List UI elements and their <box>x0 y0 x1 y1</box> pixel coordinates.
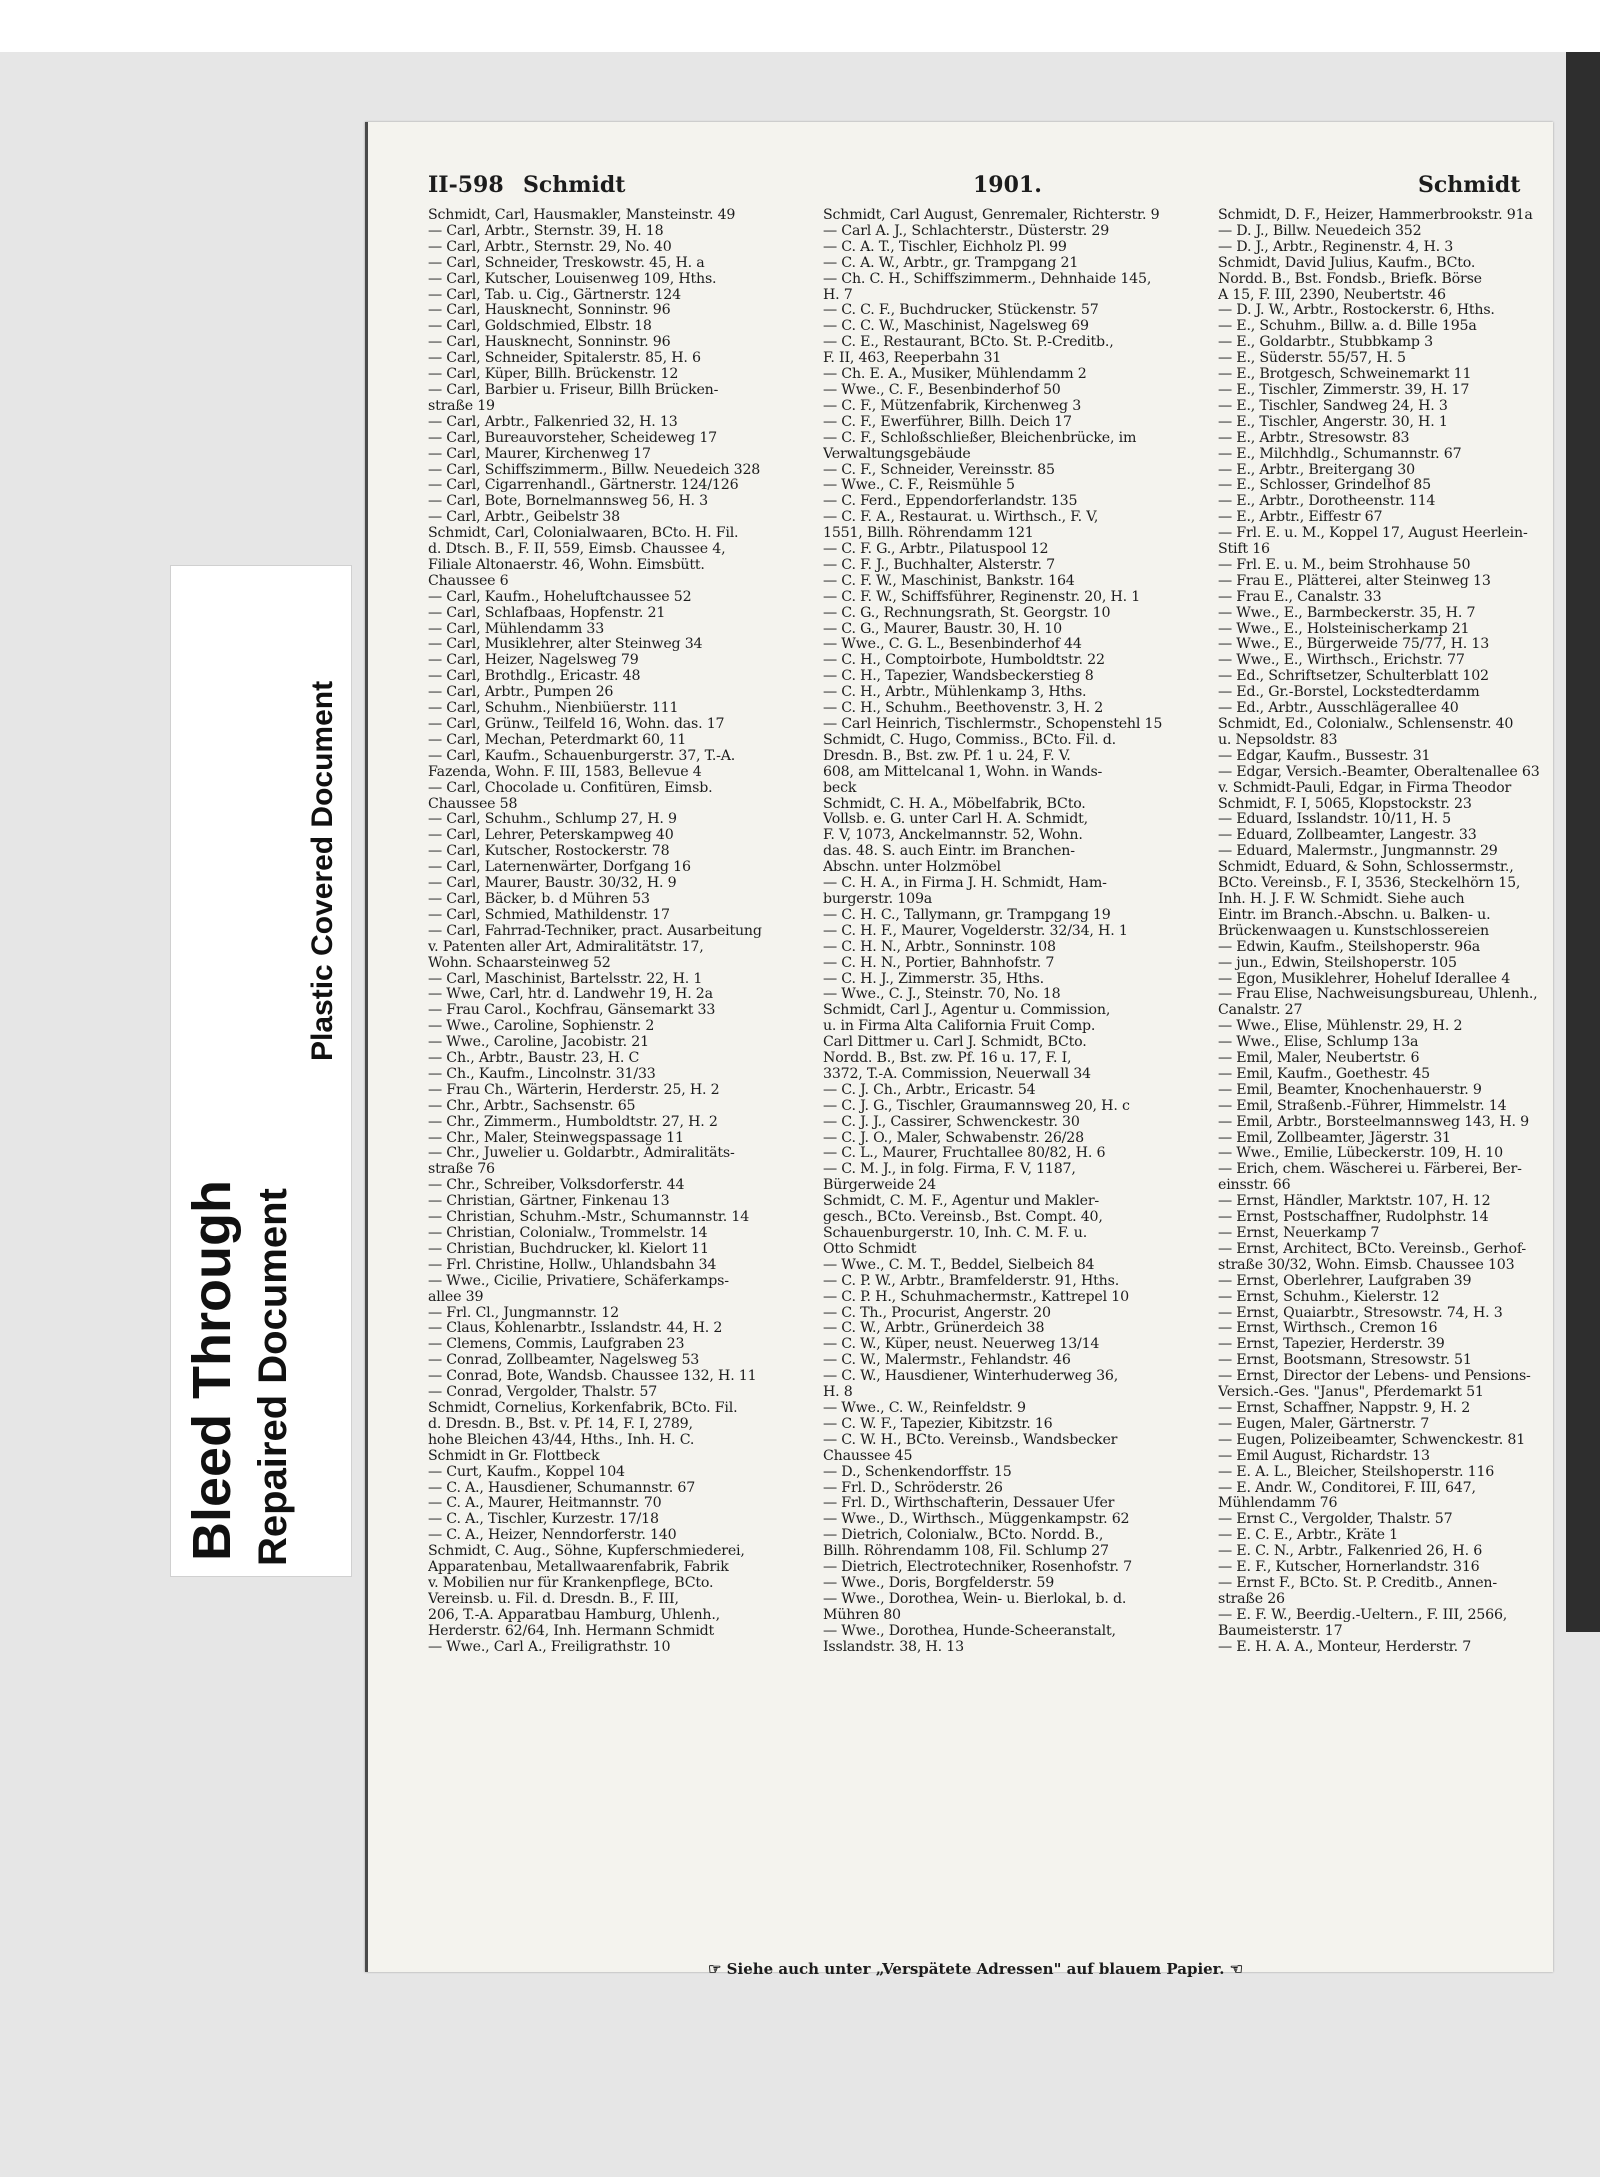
directory-entry-line: einsstr. 66 <box>1218 1178 1291 1194</box>
directory-entry-line: — Christian, Schuhm.-Mstr., Schumannstr. 14 <box>428 1210 750 1226</box>
directory-entry-line: Herderstr. 62/64, Inh. Hermann Schmidt <box>428 1623 715 1639</box>
directory-entry-line: — Carl, Mühlendamm 33 <box>428 621 605 637</box>
directory-entry-line: — E. Andr. W., Conditorei, F. III, 647, <box>1218 1480 1476 1496</box>
directory-entry-line: — Carl, Schlafbaas, Hopfenstr. 21 <box>428 605 666 621</box>
directory-entry-line: — E., Tischler, Angerstr. 30, H. 1 <box>1218 414 1448 430</box>
directory-entry-line: — Ernst, Schuhm., Kielerstr. 12 <box>1218 1289 1440 1305</box>
directory-entry-line: — Carl, Küper, Billh. Brückenstr. 12 <box>428 367 679 383</box>
directory-entry-line: straße 30/32, Wohn. Eimsb. Chaussee 103 <box>1218 1257 1515 1273</box>
directory-entry-line: — Wwe., Caroline, Sophienstr. 2 <box>428 1019 655 1035</box>
repaired-document-label: Repaired Document <box>251 1188 295 1566</box>
directory-entry-line: — C. J. J., Cassirer, Schwenckestr. 30 <box>823 1114 1080 1130</box>
directory-entry-line: — Carl, Arbtr., Sternstr. 39, H. 18 <box>428 223 664 239</box>
directory-entry-line: — Carl, Bote, Bornelmannsweg 56, H. 3 <box>428 494 708 510</box>
directory-entry-line: — E., Tischler, Zimmerstr. 39, H. 17 <box>1218 382 1470 398</box>
directory-entry-line: — Frau Ch., Wärterin, Herderstr. 25, H. 2 <box>428 1082 720 1098</box>
directory-entry-line: — Carl, Grünw., Teilfeld 16, Wohn. das. 17 <box>428 717 725 732</box>
directory-entry-line: — Wwe., C. M. T., Beddel, Sielbeich 84 <box>823 1257 1095 1273</box>
directory-entry-line: — Chr., Zimmerm., Humboldtstr. 27, H. 2 <box>428 1114 718 1130</box>
directory-entry-line: — Carl, Laternenwärter, Dorfgang 16 <box>428 860 691 876</box>
directory-entry-line: 608, am Mittelcanal 1, Wohn. in Wands- <box>823 764 1103 780</box>
directory-entry-line: — Carl, Schneider, Treskowstr. 45, H. a <box>428 255 705 271</box>
directory-entry-line: — Ch., Arbtr., Baustr. 23, H. C <box>428 1051 640 1067</box>
directory-entry-line: — Carl, Lehrer, Peterskampweg 40 <box>428 828 674 844</box>
directory-entry-line: — Clemens, Commis, Laufgraben 23 <box>428 1337 685 1353</box>
directory-entry-line: Nordd. B., Bst. zw. Pf. 16 u. 17, F. I, <box>823 1051 1072 1067</box>
directory-entry-line: — jun., Edwin, Steilshoperstr. 105 <box>1218 955 1457 971</box>
directory-entry-line: Schmidt, Carl, Colonialwaaren, BCto. H. Fil. <box>428 526 739 542</box>
directory-entry-line: — Carl, Kaufm., Schauenburgerstr. 37, T.-A. <box>428 748 736 764</box>
directory-entry-line: — C. W., Küper, neust. Neuerweg 13/14 <box>823 1337 1100 1353</box>
directory-entry-line: BCto. Vereinsb., F. I, 3536, Steckelhörn 15, <box>1218 876 1521 892</box>
directory-entry-line: — Emil, Zollbeamter, Jägerstr. 31 <box>1218 1130 1451 1146</box>
directory-entry-line: — Wwe., Dorothea, Hunde-Scheeranstalt, <box>823 1623 1116 1639</box>
directory-entry-line: d. Dtsch. B., F. II, 559, Eimsb. Chaussee 4, <box>428 542 726 558</box>
directory-entry-line: A 15, F. III, 2390, Neubertstr. 46 <box>1218 287 1446 303</box>
directory-entry-line: — Emil, Arbtr., Borsteelmannsweg 143, H. 9 <box>1218 1114 1529 1130</box>
directory-entry-line: — Carl, Tab. u. Cig., Gärtnerstr. 124 <box>428 287 681 303</box>
directory-entry-line: — Emil, Kaufm., Goethestr. 45 <box>1218 1066 1431 1082</box>
directory-entry-line: — Curt, Kaufm., Koppel 104 <box>428 1464 625 1480</box>
directory-entry-line: 1551, Billh. Röhrendamm 121 <box>823 526 1034 542</box>
directory-entry-line: F. V, 1073, Anckelmannstr. 52, Wohn. <box>823 828 1083 844</box>
directory-entry-line: — Frl. E. u. M., beim Strohhause 50 <box>1218 557 1471 573</box>
directory-entry-line: — Carl A. J., Schlachterstr., Düsterstr. 29 <box>823 223 1110 239</box>
directory-entry-line: — Frl. Cl., Jungmannstr. 12 <box>428 1305 619 1321</box>
directory-entry-line: Canalstr. 27 <box>1218 1003 1303 1019</box>
directory-entry-line: d. Dresdn. B., Bst. v. Pf. 14, F. I, 2789, <box>428 1416 693 1432</box>
directory-entry-line: — Frau E., Canalstr. 33 <box>1218 589 1382 605</box>
directory-entry-line: — Chr., Maler, Steinwegspassage 11 <box>428 1130 684 1146</box>
directory-entry-line: — Carl, Schuhm., Nienbiüerstr. 111 <box>428 701 679 717</box>
directory-entry-line: — C. H. N., Arbtr., Sonninstr. 108 <box>823 939 1056 955</box>
plastic-covered-label: Plastic Covered Document <box>306 680 339 1061</box>
directory-entry-line: — Ernst, Quaiarbtr., Stresowstr. 74, H. 3 <box>1218 1305 1503 1321</box>
directory-entry-line: u. in Firma Alta California Fruit Comp. <box>823 1019 1096 1035</box>
directory-entry-line: — D. J., Arbtr., Reginenstr. 4, H. 3 <box>1218 239 1454 255</box>
directory-entry-line: Schmidt, C. M. F., Agentur und Makler- <box>823 1194 1100 1210</box>
running-head-right: Schmidt <box>1418 172 1521 198</box>
directory-entry-line: Mühlendamm 76 <box>1218 1496 1338 1512</box>
page-footer-note: ☞ Siehe auch unter „Verspätete Adressen" auf blauem Papier. ☜ <box>708 1960 1244 1978</box>
directory-entry-line: — Wwe., C. F., Besenbinderhof 50 <box>823 382 1061 398</box>
directory-entry-line: — E. A. L., Bleicher, Steilshoperstr. 116 <box>1218 1464 1495 1480</box>
directory-entry-line: Schmidt, Carl August, Genremaler, Richterstr. 9 <box>823 208 1160 223</box>
directory-entry-line: — Ernst, Director der Lebens- und Pensions- <box>1218 1369 1531 1385</box>
directory-entry-line: — Carl, Mechan, Peterdmarkt 60, 11 <box>428 732 687 748</box>
directory-entry-line: Filiale Altonaerstr. 46, Wohn. Eimsbütt. <box>428 557 705 573</box>
condition-stamp <box>170 565 352 1577</box>
directory-entry-line: — Erich, chem. Wäscherei u. Färberei, Ber- <box>1218 1162 1522 1178</box>
directory-entry-line: — Carl, Barbier u. Friseur, Billh Brücken- <box>428 382 719 398</box>
directory-entry-line: Schmidt, D. F., Heizer, Hammerbrookstr. 91a <box>1218 208 1533 223</box>
directory-entry-line: — Wwe., E., Bürgerweide 75/77, H. 13 <box>1218 637 1490 653</box>
directory-entry-line: v. Patenten aller Art, Admiralitätstr. 17, <box>428 939 704 955</box>
directory-entry-line: — C. W. H., BCto. Vereinsb., Wandsbecker <box>823 1432 1118 1448</box>
directory-entry-line: — C. W., Arbtr., Grünerdeich 38 <box>823 1321 1045 1337</box>
directory-entry-line: — E., Arbtr., Stresowstr. 83 <box>1218 430 1410 446</box>
directory-entry-line: Schmidt, C. Hugo, Commiss., BCto. Fil. d. <box>823 732 1116 748</box>
directory-entry-line: — C. F. W., Maschinist, Bankstr. 164 <box>823 573 1075 589</box>
directory-entry-line: — Carl, Arbtr., Sternstr. 29, No. 40 <box>428 239 672 255</box>
directory-entry-line: — Carl, Maurer, Kirchenweg 17 <box>428 446 651 462</box>
column-2 <box>823 208 1195 1655</box>
directory-entry-line: — C. Ferd., Eppendorferlandstr. 135 <box>823 494 1078 510</box>
directory-entry-line: — Wwe., Emilie, Lübeckerstr. 109, H. 10 <box>1218 1146 1503 1162</box>
directory-entry-line: — Emil, Beamter, Knochenhauerstr. 9 <box>1218 1082 1482 1098</box>
directory-entry-line: — Wwe., D., Wirthsch., Müggenkampstr. 62 <box>823 1512 1130 1528</box>
directory-entry-line: — C. G., Rechnungsrath, St. Georgstr. 10 <box>823 605 1111 621</box>
directory-entry-line: — C. H., Schuhm., Beethovenstr. 3, H. 2 <box>823 701 1104 717</box>
directory-entry-line: — Carl, Bäcker, b. d Mühren 53 <box>428 891 650 907</box>
directory-entry-line: straße 26 <box>1218 1591 1285 1607</box>
directory-entry-line: — Carl, Arbtr., Pumpen 26 <box>428 685 614 701</box>
directory-entry-line: — E., Arbtr., Eiffestr 67 <box>1218 510 1383 526</box>
directory-entry-line: — Wwe., C. F., Reismühle 5 <box>823 478 1015 494</box>
directory-entry-line: — Christian, Buchdrucker, kl. Kielort 11 <box>428 1241 709 1257</box>
directory-entry-line: — Claus, Kohlenarbtr., Isslandstr. 44, H. 2 <box>428 1321 723 1337</box>
directory-entry-line: gesch., BCto. Vereinsb., Bst. Compt. 40, <box>823 1210 1103 1226</box>
directory-entry-line: — C. L., Maurer, Fruchtallee 80/82, H. 6 <box>823 1146 1106 1162</box>
directory-entry-line: — Wwe., Caroline, Jacobistr. 21 <box>428 1035 649 1051</box>
directory-entry-line: — Conrad, Bote, Wandsb. Chaussee 132, H. 11 <box>428 1369 757 1385</box>
directory-entry-line: — C. F., Schloßschließer, Bleichenbrücke, im <box>823 430 1137 446</box>
directory-entry-line: Versich.-Ges. "Janus", Pferdemarkt 51 <box>1218 1385 1484 1401</box>
directory-entry-line: — Carl, Cigarrenhandl., Gärtnerstr. 124/126 <box>428 478 739 494</box>
directory-entry-line: — Chr., Schreiber, Volksdorferstr. 44 <box>428 1178 685 1194</box>
directory-entry-line: — C. H. A., in Firma J. H. Schmidt, Ham- <box>823 876 1107 892</box>
directory-entry-line: — Carl, Schuhm., Schlump 27, H. 9 <box>428 812 677 828</box>
directory-entry-line: Schmidt, C. Aug., Söhne, Kupferschmiederei, <box>428 1544 745 1560</box>
directory-entry-line: — Wwe., C. J., Steinstr. 70, No. 18 <box>823 987 1061 1003</box>
directory-entry-line: — Carl, Fahrrad-Techniker, pract. Ausarbeitung <box>428 923 762 939</box>
directory-entry-line: — Ernst, Bootsmann, Stresowstr. 51 <box>1218 1353 1472 1369</box>
directory-entry-line: — C. F., Ewerführer, Billh. Deich 17 <box>823 414 1072 430</box>
directory-entry-line: — Ernst F., BCto. St. P. Creditb., Annen- <box>1218 1575 1497 1591</box>
directory-entry-line: das. 48. S. auch Eintr. im Branchen- <box>823 844 1075 860</box>
directory-entry-line: — Carl, Kaufm., Hoheluftchaussee 52 <box>428 589 692 605</box>
directory-entry-line: Schmidt, F. I, 5065, Klopstockstr. 23 <box>1218 796 1472 812</box>
directory-entry-line: — C. H., Tapezier, Wandsbeckerstieg 8 <box>823 669 1094 685</box>
directory-entry-line: — Carl, Bureauvorsteher, Scheideweg 17 <box>428 430 717 446</box>
directory-entry-line: Stift 16 <box>1218 542 1270 558</box>
directory-entry-line: — Edwin, Kaufm., Steilshoperstr. 96a <box>1218 939 1481 955</box>
directory-entry-line: — C. W., Malermstr., Fehlandstr. 46 <box>823 1353 1071 1369</box>
directory-entry-line: — E., Goldarbtr., Stubbkamp 3 <box>1218 335 1433 351</box>
directory-entry-line: — Carl, Schmied, Mathildenstr. 17 <box>428 907 670 923</box>
directory-entry-line: — Carl, Hausknecht, Sonninstr. 96 <box>428 303 671 319</box>
directory-entry-line: — Ernst, Tapezier, Herderstr. 39 <box>1218 1337 1445 1353</box>
directory-entry-line: Otto Schmidt <box>823 1241 917 1257</box>
directory-entry-line: — E. F. W., Beerdig.-Ueltern., F. III, 2566, <box>1218 1607 1508 1623</box>
directory-entry-line: — Carl, Heizer, Nagelsweg 79 <box>428 653 639 669</box>
directory-entry-line: hohe Bleichen 43/44, Hths., Inh. H. C. <box>428 1432 695 1448</box>
directory-entry-line: — Wwe., Elise, Mühlenstr. 29, H. 2 <box>1218 1019 1463 1035</box>
directory-entry-line: — C. Th., Procurist, Angerstr. 20 <box>823 1305 1051 1321</box>
directory-entry-line: — C. F., Schneider, Vereinsstr. 85 <box>823 462 1055 478</box>
directory-entry-line: Schmidt, Carl, Hausmakler, Mansteinstr. 49 <box>428 208 736 223</box>
directory-entry-line: Bürgerweide 24 <box>823 1178 936 1194</box>
directory-entry-line: Nordd. B., Bst. Fondsb., Briefk. Börse <box>1218 271 1482 287</box>
directory-entry-line: — E., Brotgesch, Schweinemarkt 11 <box>1218 367 1472 383</box>
directory-entry-line: — Eduard, Zollbeamter, Langestr. 33 <box>1218 828 1477 844</box>
directory-entry-line: — C. H. N., Portier, Bahnhofstr. 7 <box>823 955 1055 971</box>
directory-entry-line: — Ernst, Neuerkamp 7 <box>1218 1226 1380 1241</box>
directory-entry-line: — Carl, Goldschmied, Elbstr. 18 <box>428 319 652 335</box>
directory-entry-line: burgerstr. 109a <box>823 891 933 907</box>
directory-entry-line: — C. H. J., Zimmerstr. 35, Hths. <box>823 971 1044 987</box>
directory-entry-line: — C. W. F., Tapezier, Kibitzstr. 16 <box>823 1416 1053 1432</box>
directory-entry-line: Wohn. Schaarsteinweg 52 <box>428 955 611 971</box>
directory-entry-line: — Conrad, Vergolder, Thalstr. 57 <box>428 1385 658 1401</box>
directory-entry-line: — Wwe., E., Holsteinischerkamp 21 <box>1218 621 1470 637</box>
directory-entry-line: — C. H. C., Tallymann, gr. Trampgang 19 <box>823 907 1111 923</box>
directory-entry-line: Vereinsb. u. Fil. d. Dresdn. B., F. III, <box>428 1591 679 1607</box>
directory-entry-line: — Eugen, Polizeibeamter, Schwenckestr. 81 <box>1218 1432 1526 1448</box>
directory-entry-line: — Eduard, Isslandstr. 10/11, H. 5 <box>1218 812 1451 828</box>
directory-entry-line: — Ed., Gr.-Borstel, Lockstedterdamm <box>1218 685 1480 701</box>
directory-entry-line: — Frau Elise, Nachweisungsbureau, Uhlenh., <box>1218 987 1538 1003</box>
directory-entry-line: — E., Schlosser, Grindelhof 85 <box>1218 478 1431 494</box>
directory-entry-line: Schmidt, David Julius, Kaufm., BCto. <box>1218 255 1476 271</box>
directory-entry-line: Apparatenbau, Metallwaarenfabrik, Fabrik <box>428 1560 729 1576</box>
directory-entry-line: 206, T.-A. Apparatbau Hamburg, Uhlenh., <box>428 1607 720 1623</box>
directory-entry-line: — Ed., Schriftsetzer, Schulterblatt 102 <box>1218 669 1489 685</box>
directory-entry-line: v. Schmidt-Pauli, Edgar, in Firma Theodor <box>1218 780 1512 796</box>
directory-entry-line: — C. H., Arbtr., Mühlenkamp 3, Hths. <box>823 685 1087 701</box>
directory-entry-line: beck <box>823 780 857 796</box>
directory-entry-line: — Ch. C. H., Schiffszimmerm., Dehnhaide 145, <box>823 271 1152 287</box>
directory-entry-line: — Edgar, Versich.-Beamter, Oberaltenallee 63 <box>1218 764 1540 780</box>
directory-entry-line: Verwaltungsgebäude <box>823 446 971 462</box>
directory-entry-line: — C. E., Restaurant, BCto. St. P.-Creditb., <box>823 335 1114 351</box>
directory-entry-line: — D. J. W., Arbtr., Rostockerstr. 6, Hths. <box>1218 303 1495 319</box>
directory-entry-line: Schmidt, Eduard, & Sohn, Schlossermstr., <box>1218 860 1514 876</box>
directory-entry-line: Schmidt, Carl J., Agentur u. Commission, <box>823 1003 1111 1019</box>
directory-entry-line: — E., Süderstr. 55/57, H. 5 <box>1218 351 1406 367</box>
directory-entry-line: — Ed., Arbtr., Ausschlägerallee 40 <box>1218 701 1459 717</box>
directory-entry-line: Chaussee 58 <box>428 796 518 812</box>
directory-entry-line: Dresdn. B., Bst. zw. Pf. 1 u. 24, F. V. <box>823 748 1071 764</box>
directory-entry-line: — Dietrich, Colonialw., BCto. Nordd. B., <box>823 1528 1104 1544</box>
directory-entry-line: — E., Schuhm., Billw. a. d. Bille 195a <box>1218 319 1477 335</box>
directory-entry-line: — Wwe., C. W., Reinfeldstr. 9 <box>823 1400 1026 1416</box>
directory-entry-line: — E., Arbtr., Breitergang 30 <box>1218 462 1415 478</box>
bleed-through-label: Bleed Through <box>182 1180 242 1561</box>
directory-entry-line: Vollsb. e. G. unter Carl H. A. Schmidt, <box>823 812 1088 828</box>
directory-entry-line: — C. C. F., Buchdrucker, Stückenstr. 57 <box>823 303 1099 319</box>
directory-entry-line: — C. A., Hausdiener, Schumannstr. 67 <box>428 1480 696 1496</box>
directory-entry-line: — C. P. W., Arbtr., Bramfelderstr. 91, Hths. <box>823 1273 1120 1289</box>
directory-entry-line: — Frl. D., Wirthschafterin, Dessauer Ufer <box>823 1496 1115 1512</box>
directory-entry-line: — Emil, Straßenb.-Führer, Himmelstr. 14 <box>1218 1098 1507 1114</box>
directory-entry-line: — Ernst, Oberlehrer, Laufgraben 39 <box>1218 1273 1472 1289</box>
directory-entry-line: — Ch. E. A., Musiker, Mühlendamm 2 <box>823 367 1087 383</box>
directory-entry-line: Carl Dittmer u. Carl J. Schmidt, BCto. <box>823 1035 1087 1051</box>
directory-entry-line: — Wwe., Elise, Schlump 13a <box>1218 1035 1419 1051</box>
directory-entry-line: — Carl, Arbtr., Geibelstr 38 <box>428 510 620 526</box>
directory-entry-line: straße 76 <box>428 1162 495 1178</box>
directory-entry-line: — Carl, Musiklehrer, alter Steinweg 34 <box>428 637 703 653</box>
directory-entry-line: — D., Schenkendorffstr. 15 <box>823 1464 1012 1480</box>
running-head-left: Schmidt <box>523 172 626 198</box>
directory-entry-line: Brückenwaagen u. Kunstschlossereien <box>1218 923 1489 939</box>
directory-entry-line: — Carl, Chocolade u. Confitüren, Eimsb. <box>428 780 713 796</box>
directory-entry-line: — Carl, Kutscher, Rostockerstr. 78 <box>428 844 670 860</box>
directory-entry-line: — C. J. Ch., Arbtr., Ericastr. 54 <box>823 1082 1036 1098</box>
directory-entry-line: — Carl, Maschinist, Bartelsstr. 22, H. 1 <box>428 971 703 987</box>
directory-entry-line: — Carl, Kutscher, Louisenweg 109, Hths. <box>428 271 717 287</box>
directory-entry-line: Chaussee 6 <box>428 573 509 589</box>
directory-entry-line: — E. H. A. A., Monteur, Herderstr. 7 <box>1218 1639 1472 1655</box>
directory-entry-line: — C. J. O., Maler, Schwabenstr. 26/28 <box>823 1130 1084 1146</box>
directory-entry-line: Eintr. im Branch.-Abschn. u. Balken- u. <box>1218 907 1491 923</box>
directory-entry-line: — Eduard, Malermstr., Jungmannstr. 29 <box>1218 844 1498 860</box>
directory-entry-line: — C. F. G., Arbtr., Pilatuspool 12 <box>823 542 1049 558</box>
directory-entry-line: — C. M. J., in folg. Firma, F. V, 1187, <box>823 1162 1076 1178</box>
directory-entry-line: — E. F., Kutscher, Hornerlandstr. 316 <box>1218 1560 1480 1576</box>
directory-entry-line: — Chr., Juwelier u. Goldarbtr., Admiralitäts- <box>428 1146 735 1162</box>
directory-entry-line: — Christian, Colonialw., Trommelstr. 14 <box>428 1226 708 1241</box>
directory-entry-line: H. 8 <box>823 1385 853 1401</box>
directory-entry-line: — Carl, Schiffszimmerm., Billw. Neuedeich 328 <box>428 462 761 478</box>
directory-entry-line: — Carl Heinrich, Tischlermstr., Schopenstehl 15 <box>823 717 1163 732</box>
directory-entry-line: — Wwe., C. G. L., Besenbinderhof 44 <box>823 637 1082 653</box>
directory-entry-line: — Wwe., Carl A., Freiligrathstr. 10 <box>428 1639 671 1655</box>
directory-entry-line: Schmidt, C. H. A., Möbelfabrik, BCto. <box>823 796 1086 812</box>
directory-entry-line: — Emil, Maler, Neubertstr. 6 <box>1218 1051 1420 1067</box>
directory-entry-line: Schmidt, Cornelius, Korkenfabrik, BCto. Fil. <box>428 1400 738 1416</box>
directory-entry-line: — Wwe., E., Barmbeckerstr. 35, H. 7 <box>1218 605 1476 621</box>
directory-entry-line: — Wwe., E., Wirthsch., Erichstr. 77 <box>1218 653 1465 669</box>
directory-entry-line: — C. A. T., Tischler, Eichholz Pl. 99 <box>823 239 1067 255</box>
directory-entry-line: — Emil August, Richardstr. 13 <box>1218 1448 1430 1464</box>
directory-entry-line: — Frau E., Plätterei, alter Steinweg 13 <box>1218 573 1491 589</box>
directory-entry-line: Baumeisterstr. 17 <box>1218 1623 1343 1639</box>
directory-entry-line: Mühren 80 <box>823 1607 901 1623</box>
directory-entry-line: — Carl, Maurer, Baustr. 30/32, H. 9 <box>428 876 677 892</box>
directory-entry-line: — E. C. N., Arbtr., Falkenried 26, H. 6 <box>1218 1544 1483 1560</box>
directory-entry-line: — Ernst, Architect, BCto. Vereinsb., Gerhof- <box>1218 1241 1526 1257</box>
directory-entry-line: — Carl, Schneider, Spitalerstr. 85, H. 6 <box>428 351 701 367</box>
directory-entry-line: F. II, 463, Reeperbahn 31 <box>823 351 1002 367</box>
running-head-year: 1901. <box>973 172 1042 198</box>
directory-entry-line: Inh. H. J. F. W. Schmidt. Siehe auch <box>1218 891 1465 907</box>
directory-entry-line: — C. H., Comptoirbote, Humboldtstr. 22 <box>823 653 1105 669</box>
directory-entry-line: Abschn. unter Holzmöbel <box>823 860 1001 876</box>
directory-entry-line: — Carl, Arbtr., Falkenried 32, H. 13 <box>428 414 678 430</box>
directory-entry-line: — D. J., Billw. Neuedeich 352 <box>1218 223 1422 239</box>
column-1 <box>428 208 800 1655</box>
directory-entry-line: — C. F. W., Schiffsführer, Reginenstr. 20, H. 1 <box>823 589 1141 605</box>
directory-entry-line: — Christian, Gärtner, Finkenau 13 <box>428 1194 670 1210</box>
directory-entry-line: — E., Milchhdlg., Schumannstr. 67 <box>1218 446 1462 462</box>
directory-entry-line: — Wwe., Dorothea, Wein- u. Bierlokal, b. d. <box>823 1591 1127 1607</box>
directory-entry-line: — Ernst, Schaffner, Nappstr. 9, H. 2 <box>1218 1400 1471 1416</box>
directory-entry-line: allee 39 <box>428 1289 484 1305</box>
directory-entry-line: — C. C. W., Maschinist, Nagelsweg 69 <box>823 319 1089 335</box>
directory-page <box>365 122 1553 1978</box>
directory-entry-line: — C. A. W., Arbtr., gr. Trampgang 21 <box>823 255 1079 271</box>
directory-entry-line: — C. J. G., Tischler, Graumannsweg 20, H. c <box>823 1098 1130 1114</box>
directory-entry-line: — Dietrich, Electrotechniker, Rosenhofstr. 7 <box>823 1560 1132 1576</box>
page-header <box>428 172 1538 202</box>
directory-entry-line: — Ernst, Wirthsch., Cremon 16 <box>1218 1321 1438 1337</box>
directory-entry-line: — E. C. E., Arbtr., Kräte 1 <box>1218 1528 1398 1544</box>
directory-entry-line: — Wwe, Carl, htr. d. Landwehr 19, H. 2a <box>428 987 713 1003</box>
directory-entry-line: — Frl. E. u. M., Koppel 17, August Heerlein- <box>1218 526 1528 542</box>
directory-entry-line: — E., Tischler, Sandweg 24, H. 3 <box>1218 398 1448 414</box>
directory-entry-line: u. Nepsoldstr. 83 <box>1218 732 1338 748</box>
directory-entry-line: — C. G., Maurer, Baustr. 30, H. 10 <box>823 621 1062 637</box>
directory-entry-line: — Frl. D., Schröderstr. 26 <box>823 1480 1003 1496</box>
directory-entry-line: — C. A., Tischler, Kurzestr. 17/18 <box>428 1512 659 1528</box>
directory-entry-line: — C. F., Mützenfabrik, Kirchenweg 3 <box>823 398 1082 414</box>
directory-entry-line: — Egon, Musiklehrer, Hoheluf Iderallee 4 <box>1218 971 1511 987</box>
directory-entry-line: H. 7 <box>823 287 853 303</box>
directory-entry-line: — Wwe., Doris, Borgfelderstr. 59 <box>823 1575 1055 1591</box>
directory-entry-line: Fazenda, Wohn. F. III, 1583, Bellevue 4 <box>428 764 702 780</box>
directory-entry-line: — Carl, Brothdlg., Ericastr. 48 <box>428 669 641 685</box>
directory-entry-line: Schauenburgerstr. 10, Inh. C. M. F. u. <box>823 1226 1088 1241</box>
directory-entry-line: — Carl, Hausknecht, Sonninstr. 96 <box>428 335 671 351</box>
directory-entry-line: Schmidt in Gr. Flottbeck <box>428 1448 600 1464</box>
directory-entry-line: — C. W., Hausdiener, Winterhuderweg 36, <box>823 1369 1119 1385</box>
directory-entry-line: — E., Arbtr., Dorotheenstr. 114 <box>1218 494 1436 510</box>
directory-entry-line: Billh. Röhrendamm 108, Fil. Schlump 27 <box>823 1544 1109 1560</box>
directory-entry-line: — C. P. H., Schuhmachermstr., Kattrepel 10 <box>823 1289 1129 1305</box>
column-3 <box>1218 208 1590 1655</box>
directory-entry-line: 3372, T.-A. Commission, Neuerwall 34 <box>823 1066 1091 1082</box>
directory-entry-line: — Eugen, Maler, Gärtnerstr. 7 <box>1218 1416 1430 1432</box>
scan-top-margin <box>0 0 1600 52</box>
directory-entry-line: Schmidt, Ed., Colonialw., Schlensenstr. 40 <box>1218 717 1514 732</box>
directory-entry-line: — Wwe., Cicilie, Privatiere, Schäferkamps- <box>428 1273 729 1289</box>
directory-entry-line: — Frau Carol., Kochfrau, Gänsemarkt 33 <box>428 1003 716 1019</box>
directory-entry-line: — Ernst, Händler, Marktstr. 107, H. 12 <box>1218 1194 1491 1210</box>
directory-entry-line: — C. A., Maurer, Heitmannstr. 70 <box>428 1496 662 1512</box>
directory-entry-line: — Edgar, Kaufm., Bussestr. 31 <box>1218 748 1431 764</box>
directory-entry-line: Chaussee 45 <box>823 1448 913 1464</box>
directory-entry-line: Isslandstr. 38, H. 13 <box>823 1639 964 1655</box>
directory-entry-line: — C. H. F., Maurer, Vogelderstr. 32/34, H. 1 <box>823 923 1128 939</box>
directory-entry-line: — C. F. A., Restaurat. u. Wirthsch., F. V, <box>823 510 1099 526</box>
directory-entry-line: straße 19 <box>428 398 495 414</box>
directory-entry-line: — Frl. Christine, Hollw., Uhlandsbahn 34 <box>428 1257 717 1273</box>
directory-entry-line: — Conrad, Zollbeamter, Nagelsweg 53 <box>428 1353 700 1369</box>
directory-entry-line: v. Mobilien nur für Krankenpflege, BCto. <box>428 1575 714 1591</box>
directory-entry-line: — Ernst, Postschaffner, Rudolphstr. 14 <box>1218 1210 1489 1226</box>
directory-entry-line: — C. F. J., Buchhalter, Alsterstr. 7 <box>823 557 1055 573</box>
directory-entry-line: — Ernst C., Vergolder, Thalstr. 57 <box>1218 1512 1453 1528</box>
page-number: II-598 <box>428 172 504 198</box>
directory-entry-line: — Ch., Kaufm., Lincolnstr. 31/33 <box>428 1066 656 1082</box>
directory-entry-line: — Chr., Arbtr., Sachsenstr. 65 <box>428 1098 636 1114</box>
directory-entry-line: — C. A., Heizer, Nenndorferstr. 140 <box>428 1528 677 1544</box>
